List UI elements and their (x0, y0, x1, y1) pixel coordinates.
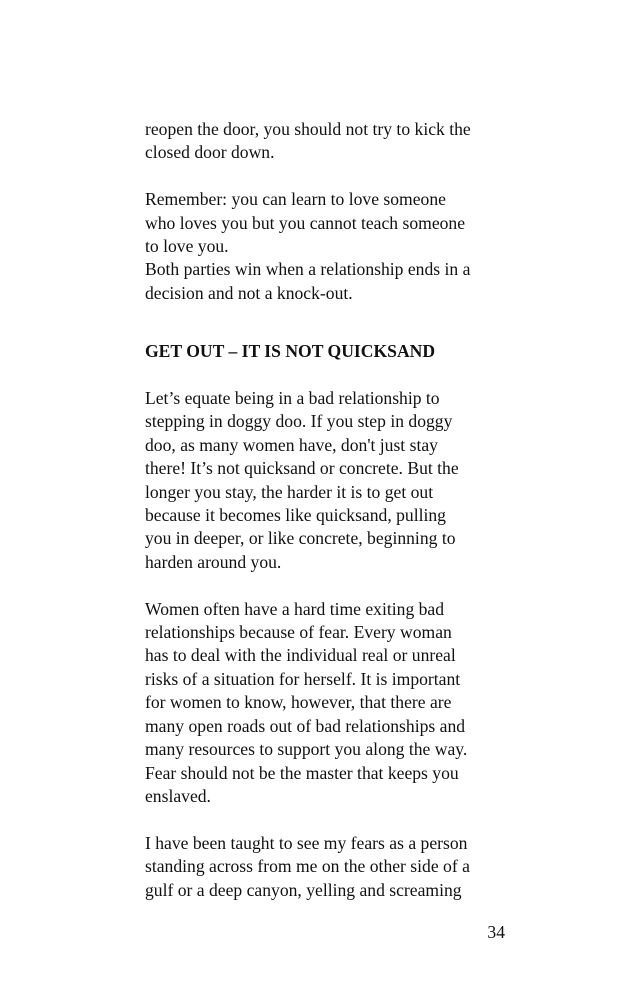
paragraph-closed-door (145, 118, 515, 165)
text-line: closed door down. (145, 142, 275, 163)
text-line: Fear should not be the master that keeps you (145, 762, 459, 783)
text-line: I have been taught to see my fears as a person (145, 832, 468, 853)
text-line: doo, as many women have, don't just stay (145, 434, 438, 455)
text-line: there! It’s not quicksand or concrete. But the (145, 458, 459, 479)
section-heading: GET OUT – IT IS NOT QUICKSAND (145, 341, 436, 362)
text-line: who loves you but you cannot teach someone (145, 212, 466, 233)
text-line: has to deal with the individual real or unreal (145, 645, 456, 666)
text-line: gulf or a deep canyon, yelling and screaming (145, 879, 462, 900)
text-line: longer you stay, the harder it is to get out (145, 481, 434, 502)
paragraph-doggy-doo (145, 387, 515, 574)
text-line: for women to know, however, that there are (145, 692, 452, 713)
text-line: reopen the door, you should not try to kick the (145, 119, 471, 139)
paragraph-fear (145, 598, 515, 809)
text-line: enslaved. (145, 785, 211, 806)
paragraph-remember (145, 188, 515, 258)
paragraph-spacer (145, 574, 515, 597)
text-line: you in deeper, or like concrete, beginning to (145, 528, 456, 549)
page-number: 34 (487, 922, 505, 942)
text-line: many resources to support you along the way. (145, 739, 468, 760)
text-line: risks of a situation for herself. It is important (145, 668, 461, 689)
text-line: decision and not a knock-out. (145, 282, 353, 303)
text-line: Remember: you can learn to love someone (145, 189, 446, 210)
text-line: Women often have a hard time exiting bad (145, 598, 445, 619)
section-spacer (145, 305, 515, 340)
text-line: harden around you. (145, 551, 282, 572)
text-line: many open roads out of bad relationships and (145, 715, 466, 736)
paragraph-both-parties (145, 258, 515, 305)
text-line: to love you. (145, 236, 229, 257)
paragraph-spacer (145, 165, 515, 188)
text-line: standing across from me on the other side of a (145, 856, 470, 877)
paragraph-spacer (145, 808, 515, 831)
text-line: Let’s equate being in a bad relationship to (145, 388, 440, 409)
text-line: because it becomes like quicksand, pulling (145, 505, 446, 526)
text-line: relationships because of fear. Every woman (145, 622, 452, 643)
paragraph-taught (145, 832, 515, 902)
page-body (145, 118, 515, 902)
text-line: Both parties win when a relationship ends in a (145, 259, 471, 280)
paragraph-spacer (145, 364, 515, 387)
text-line: stepping in doggy doo. If you step in doggy (145, 411, 453, 432)
